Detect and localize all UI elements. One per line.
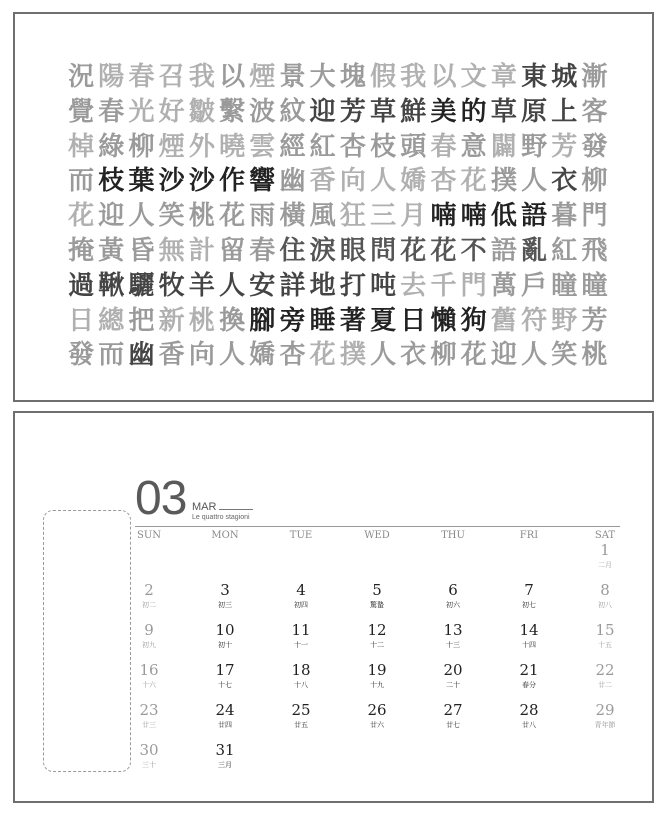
poem-grid — [68, 61, 610, 371]
day-number: 28 — [519, 701, 539, 719]
poem-char: 笑 — [158, 201, 185, 232]
poem-char: 花 — [460, 166, 487, 197]
poem-char: 低 — [490, 201, 517, 232]
lunar-date: 十七 — [218, 681, 232, 689]
poem-char: 懶 — [430, 305, 457, 336]
poem-char: 沙 — [158, 166, 185, 197]
poem-char: 風 — [309, 201, 336, 232]
weekday-sun: SUN — [136, 530, 162, 541]
poem-char: 千 — [430, 270, 457, 301]
poem-char: 香 — [158, 340, 185, 371]
poem-char: 章 — [490, 62, 517, 92]
lunar-date: 三十 — [142, 761, 156, 769]
weekday-thu: THU — [441, 530, 465, 541]
poem-char: 門 — [460, 270, 487, 301]
day-number: 3 — [220, 581, 230, 599]
poem-char: 作 — [219, 166, 246, 197]
poem-char: 過 — [68, 270, 95, 301]
day-number: 22 — [595, 661, 615, 679]
poem-char: 萬 — [490, 270, 517, 301]
poem-char: 上 — [551, 96, 578, 127]
day-number: 9 — [144, 621, 154, 639]
poem-char: 枝 — [98, 166, 125, 197]
lunar-date: 三月 — [218, 761, 232, 769]
poem-char: 花 — [309, 340, 336, 371]
lunar-date: 初八 — [598, 601, 612, 609]
poem-char: 美 — [430, 96, 457, 127]
poem-char: 打 — [339, 270, 366, 301]
poem-char: 戶 — [521, 270, 548, 301]
day-number: 16 — [139, 661, 159, 679]
memo-box — [43, 510, 131, 772]
poem-char: 芳 — [339, 96, 366, 127]
poem-char: 總 — [98, 305, 125, 336]
poem-char: 芳 — [551, 131, 578, 162]
poem-char: 換 — [219, 305, 246, 336]
poem-char: 無 — [158, 236, 185, 266]
poem-char: 光 — [128, 96, 155, 127]
poem-char: 的 — [460, 96, 487, 127]
month-number: 03 — [135, 472, 187, 525]
poem-char: 大 — [309, 62, 336, 92]
poem-char: 紅 — [309, 131, 336, 162]
lunar-date: 十五 — [598, 641, 612, 649]
lunar-date: 廿八 — [522, 721, 536, 729]
poem-char: 不 — [460, 236, 487, 266]
poem-char: 人 — [521, 340, 548, 371]
poem-panel — [13, 12, 654, 402]
poem-char: 鮮 — [400, 96, 427, 127]
poem-char: 狗 — [460, 305, 487, 336]
poem-char: 陽 — [98, 62, 125, 92]
poem-char: 柳 — [128, 131, 155, 162]
lunar-date: 初二 — [142, 601, 156, 609]
poem-char: 我 — [188, 62, 215, 92]
poem-char: 野 — [551, 305, 578, 336]
lunar-date: 初九 — [142, 641, 156, 649]
poem-char: 春 — [430, 131, 457, 162]
poem-char: 腳 — [249, 305, 276, 336]
lunar-date: 廿七 — [446, 721, 460, 729]
poem-char: 迎 — [309, 96, 336, 127]
poem-char: 夏 — [370, 305, 397, 336]
day-number: 21 — [519, 661, 539, 679]
poem-char: 亂 — [521, 236, 548, 266]
poem-char: 人 — [521, 166, 548, 197]
poem-char: 經 — [279, 131, 306, 162]
poem-char: 喃 — [460, 201, 487, 232]
lunar-date: 青年節 — [594, 721, 616, 729]
poem-char: 人 — [128, 201, 155, 232]
poem-char: 而 — [68, 166, 95, 197]
poem-char: 吨 — [370, 270, 397, 301]
poem-char: 花 — [460, 340, 487, 371]
poem-char: 覺 — [68, 96, 95, 127]
poem-char: 春 — [249, 236, 276, 266]
lunar-date: 初四 — [294, 601, 308, 609]
lunar-date: 十四 — [522, 641, 536, 649]
poem-char: 幽 — [128, 340, 155, 371]
poem-char: 詳 — [279, 270, 306, 301]
poem-char: 狂 — [339, 201, 366, 232]
lunar-date: 初三 — [218, 601, 232, 609]
lunar-date: 十六 — [142, 681, 156, 689]
day-number: 26 — [367, 701, 387, 719]
poem-char: 紋 — [279, 96, 306, 127]
day-number: 8 — [600, 581, 610, 599]
day-number: 6 — [448, 581, 458, 599]
day-number: 14 — [519, 621, 539, 639]
lunar-date: 二月 — [598, 561, 612, 569]
poem-char: 以 — [219, 62, 246, 92]
poem-char: 發 — [581, 131, 608, 162]
poem-char: 衣 — [551, 166, 578, 197]
poem-char: 漸 — [581, 62, 608, 92]
poem-char: 皺 — [188, 96, 215, 127]
poem-char: 桃 — [581, 340, 608, 371]
day-number: 13 — [443, 621, 463, 639]
poem-char: 人 — [219, 270, 246, 301]
day-number: 2 — [144, 581, 154, 599]
poem-char: 三 — [370, 201, 397, 232]
poem-char: 著 — [339, 305, 366, 336]
poem-char: 驪 — [128, 270, 155, 301]
poem-char: 嬌 — [400, 166, 427, 197]
lunar-date: 初六 — [446, 601, 460, 609]
poem-char: 塊 — [339, 62, 366, 92]
poem-char: 計 — [188, 236, 215, 266]
poem-char: 新 — [158, 305, 185, 336]
day-number: 27 — [443, 701, 463, 719]
lunar-date: 十一 — [294, 641, 308, 649]
poem-char: 地 — [309, 270, 336, 301]
poem-char: 頭 — [400, 131, 427, 162]
poem-char: 人 — [219, 340, 246, 371]
day-number: 17 — [215, 661, 235, 679]
poem-char: 好 — [158, 96, 185, 127]
header-rule — [135, 526, 620, 527]
poem-char: 香 — [309, 166, 336, 197]
poem-char: 舊 — [490, 305, 517, 336]
poem-char: 旁 — [279, 305, 306, 336]
poem-char: 睡 — [309, 305, 336, 336]
lunar-date: 十三 — [446, 641, 460, 649]
lunar-date: 十九 — [370, 681, 384, 689]
day-number: 11 — [291, 621, 311, 639]
day-number: 30 — [139, 741, 159, 759]
poem-char: 向 — [339, 166, 366, 197]
day-number: 4 — [296, 581, 306, 599]
day-number: 5 — [372, 581, 382, 599]
day-number: 19 — [367, 661, 387, 679]
poem-char: 迎 — [490, 340, 517, 371]
poem-char: 向 — [188, 340, 215, 371]
day-number: 1 — [600, 541, 610, 559]
poem-char: 假 — [370, 62, 397, 92]
poem-char: 客 — [581, 96, 608, 127]
lunar-date: 十八 — [294, 681, 308, 689]
poem-char: 綠 — [98, 131, 125, 162]
poem-char: 文 — [460, 62, 487, 92]
poem-char: 意 — [460, 131, 487, 162]
lunar-date: 驚蟄 — [370, 601, 384, 609]
day-number: 29 — [595, 701, 615, 719]
day-number: 25 — [291, 701, 311, 719]
poem-char: 留 — [219, 236, 246, 266]
calendar-subtitle: Le quattro stagioni — [192, 514, 250, 521]
lunar-date: 廿五 — [294, 721, 308, 729]
poem-char: 城 — [551, 62, 578, 92]
lunar-date: 春分 — [522, 681, 536, 689]
poem-char: 昏 — [128, 236, 155, 266]
poem-char: 花 — [68, 201, 95, 232]
poem-char: 瞳 — [551, 270, 578, 301]
poem-char: 安 — [249, 270, 276, 301]
poem-char: 繫 — [219, 96, 246, 127]
poem-char: 草 — [370, 96, 397, 127]
poem-char: 桃 — [188, 201, 215, 232]
poem-char: 撲 — [339, 340, 366, 371]
lunar-date: 廿二 — [598, 681, 612, 689]
poem-char: 以 — [430, 62, 457, 92]
poem-char: 曉 — [219, 131, 246, 162]
weekday-wed: WED — [364, 530, 390, 541]
lunar-date: 廿三 — [142, 721, 156, 729]
poem-char: 雨 — [249, 201, 276, 232]
poem-char: 葉 — [128, 166, 155, 197]
poem-char: 煙 — [249, 62, 276, 92]
day-number: 15 — [595, 621, 615, 639]
poem-char: 雲 — [249, 131, 276, 162]
lunar-date: 初七 — [522, 601, 536, 609]
poem-char: 召 — [158, 62, 185, 92]
lunar-date: 初十 — [218, 641, 232, 649]
lunar-date: 廿六 — [370, 721, 384, 729]
poem-char: 花 — [430, 236, 457, 266]
poem-char: 沙 — [188, 166, 215, 197]
poem-char: 煙 — [158, 131, 185, 162]
poem-char: 衣 — [400, 340, 427, 371]
weekday-mon: MON — [211, 530, 239, 541]
lunar-date: 二十 — [446, 681, 460, 689]
poem-char: 把 — [128, 305, 155, 336]
poem-char: 原 — [521, 96, 548, 127]
poem-char: 闢 — [490, 131, 517, 162]
weekday-fri: FRI — [519, 530, 539, 541]
poem-char: 飛 — [581, 236, 608, 266]
poem-char: 芳 — [581, 305, 608, 336]
poem-char: 景 — [279, 62, 306, 92]
poem-char: 橫 — [279, 201, 306, 232]
poem-char: 羊 — [188, 270, 215, 301]
lunar-date: 十二 — [370, 641, 384, 649]
poem-char: 門 — [581, 201, 608, 232]
poem-char: 黃 — [98, 236, 125, 266]
poem-char: 而 — [98, 340, 125, 371]
day-number: 12 — [367, 621, 387, 639]
poem-char: 鞦 — [98, 270, 125, 301]
poem-char: 瞳 — [581, 270, 608, 301]
poem-char: 日 — [400, 305, 427, 336]
calendar-panel — [13, 411, 654, 803]
poem-char: 外 — [188, 131, 215, 162]
weekday-sat: SAT — [594, 530, 616, 541]
day-number: 18 — [291, 661, 311, 679]
poem-char: 問 — [370, 236, 397, 266]
day-number: 10 — [215, 621, 235, 639]
poem-char: 住 — [279, 236, 306, 266]
day-number: 20 — [443, 661, 463, 679]
poem-char: 花 — [219, 201, 246, 232]
poem-char: 發 — [68, 340, 95, 371]
poem-char: 桃 — [188, 305, 215, 336]
poem-char: 柳 — [581, 166, 608, 197]
day-number: 23 — [139, 701, 159, 719]
poem-char: 我 — [400, 62, 427, 92]
poem-char: 春 — [128, 62, 155, 92]
poem-char: 暮 — [551, 201, 578, 232]
month-underline — [219, 509, 253, 510]
poem-char: 杏 — [279, 340, 306, 371]
poem-char: 幽 — [279, 166, 306, 197]
poem-char: 嬌 — [249, 340, 276, 371]
day-number: 24 — [215, 701, 235, 719]
poem-char: 日 — [68, 305, 95, 336]
poem-char: 人 — [370, 340, 397, 371]
poem-char: 眼 — [339, 236, 366, 266]
weekday-tue: TUE — [289, 530, 313, 541]
poem-char: 況 — [68, 62, 95, 92]
poem-char: 枝 — [370, 131, 397, 162]
poem-char: 花 — [400, 236, 427, 266]
poem-char: 掩 — [68, 236, 95, 266]
lunar-date: 廿四 — [218, 721, 232, 729]
poem-char: 喃 — [430, 201, 457, 232]
poem-char: 杏 — [430, 166, 457, 197]
poem-char: 草 — [490, 96, 517, 127]
poem-char: 紅 — [551, 236, 578, 266]
poem-char: 響 — [249, 166, 276, 197]
day-number: 31 — [215, 741, 235, 759]
poem-char: 野 — [521, 131, 548, 162]
poem-char: 符 — [521, 305, 548, 336]
poem-char: 淚 — [309, 236, 336, 266]
poem-char: 語 — [521, 201, 548, 232]
poem-char: 人 — [370, 166, 397, 197]
poem-char: 語 — [490, 236, 517, 266]
poem-char: 波 — [249, 96, 276, 127]
poem-char: 笑 — [551, 340, 578, 371]
poem-char: 棹 — [68, 131, 95, 162]
poem-char: 春 — [98, 96, 125, 127]
poem-char: 撲 — [490, 166, 517, 197]
poem-char: 柳 — [430, 340, 457, 371]
poem-char: 東 — [521, 62, 548, 92]
poem-char: 牧 — [158, 270, 185, 301]
poem-char: 去 — [400, 270, 427, 301]
day-number: 7 — [524, 581, 534, 599]
poem-char: 杏 — [339, 131, 366, 162]
month-abbr: MAR — [192, 501, 217, 513]
poem-char: 迎 — [98, 201, 125, 232]
poem-char: 月 — [400, 201, 427, 232]
